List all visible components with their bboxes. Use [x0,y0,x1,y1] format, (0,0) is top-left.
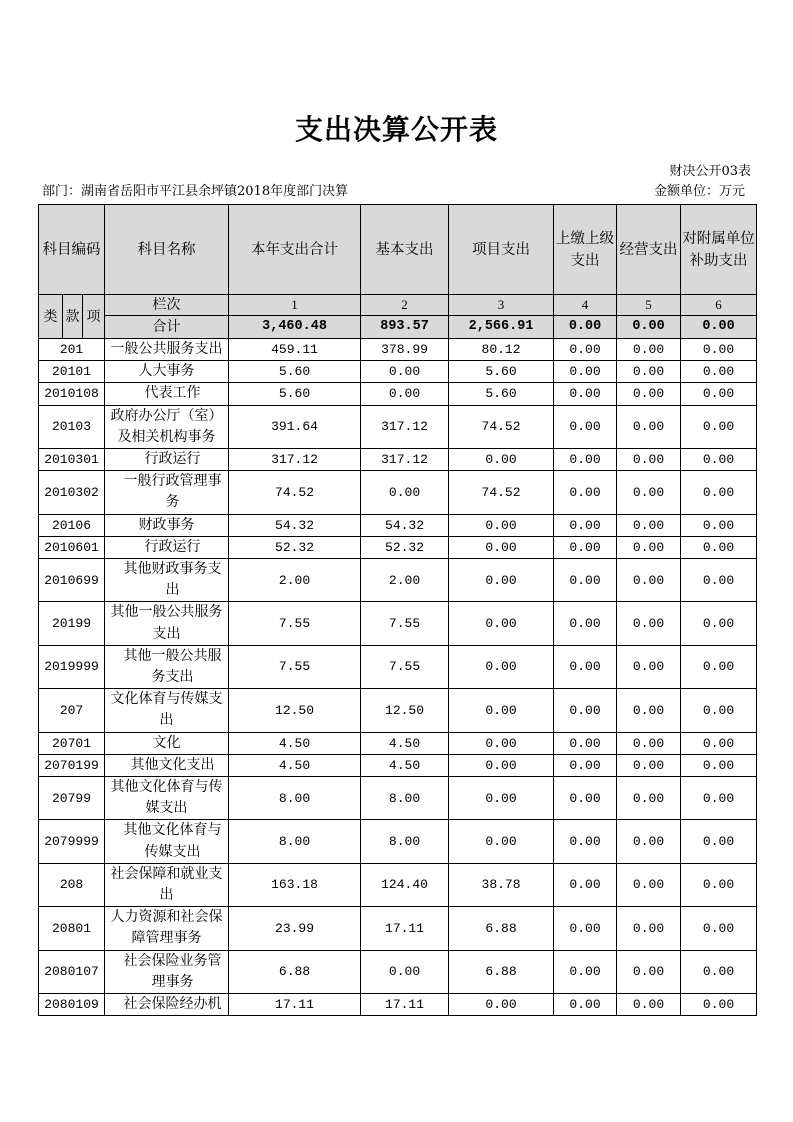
amount-project: 0.00 [449,732,554,754]
subject-name-cell [105,777,229,820]
table-row [39,820,757,863]
subject-name-cell [105,689,229,732]
header-subject-name: 科目名称 [105,205,229,295]
table-row [39,754,757,776]
table-row [39,361,757,383]
department-label: 部门：湖南省岳阳市平江县余坪镇2018年度部门决算 [42,184,349,199]
amount-remit-upper: 0.00 [554,645,617,688]
subject-name-cell [105,449,229,471]
amount-total: 317.12 [229,449,361,471]
subject-name: 行政运行 [144,451,201,468]
subject-name-cell [105,383,229,405]
expenditure-table [38,204,757,1016]
table-row [39,645,757,688]
total-row [39,316,757,339]
amount-basic: 4.50 [361,732,449,754]
amount-basic: 8.00 [361,777,449,820]
amount-project: 5.60 [449,361,554,383]
table-row [39,777,757,820]
subject-code: 2010302 [39,471,105,514]
subject-code: 208 [39,863,105,906]
amount-project: 0.00 [449,559,554,602]
amount-basic: 17.11 [361,907,449,950]
amount-remit-upper: 0.00 [554,536,617,558]
subject-code: 20103 [39,405,105,448]
table-row [39,536,757,558]
amount-total: 391.64 [229,405,361,448]
subject-name: 财政事务 [138,516,195,533]
header-operating-expenditure: 经营支出 [617,205,681,295]
subject-code: 20801 [39,907,105,950]
subject-name-cell [105,907,229,950]
subject-code: 2010601 [39,536,105,558]
amount-subsidiary-subsidy: 0.00 [681,994,757,1016]
amount-operating: 0.00 [617,820,681,863]
amount-project: 0.00 [449,689,554,732]
amount-total: 4.50 [229,754,361,776]
amount-project: 0.00 [449,645,554,688]
table-row [39,950,757,993]
amount-total: 4.50 [229,732,361,754]
amount-operating: 0.00 [617,732,681,754]
amount-basic: 0.00 [361,361,449,383]
subject-name: 其他文化支出 [130,756,215,773]
total-label: 合计 [105,316,229,339]
amount-operating: 0.00 [617,361,681,383]
subject-code: 20101 [39,361,105,383]
subject-code: 2079999 [39,820,105,863]
subject-name: 社会保险经办机 [123,996,222,1013]
amount-total: 54.32 [229,514,361,536]
subject-name-cell [105,339,229,361]
amount-project: 0.00 [449,514,554,536]
subject-code: 20106 [39,514,105,536]
subject-name-cell [105,471,229,514]
header-total-expenditure: 本年支出合计 [229,205,361,295]
amount-operating: 0.00 [617,514,681,536]
amount-project: 0.00 [449,449,554,471]
subject-name-cell [105,536,229,558]
amount-operating: 0.00 [617,559,681,602]
subject-name-cell [105,405,229,448]
amount-operating: 0.00 [617,689,681,732]
subject-code: 2010108 [39,383,105,405]
amount-subsidiary-subsidy: 0.00 [681,863,757,906]
amount-subsidiary-subsidy: 0.00 [681,559,757,602]
amount-basic: 4.50 [361,754,449,776]
amount-basic: 54.32 [361,514,449,536]
amount-remit-upper: 0.00 [554,777,617,820]
total-amount-subsidiary-subsidy: 0.00 [681,316,757,339]
table-row [39,514,757,536]
amount-basic: 317.12 [361,449,449,471]
amount-remit-upper: 0.00 [554,449,617,471]
amount-project: 0.00 [449,602,554,645]
subject-name: 文化体育与传媒支出 [110,691,223,729]
column-number: 3 [449,295,554,316]
table-row [39,383,757,405]
subject-name: 代表工作 [144,385,201,402]
amount-project: 0.00 [449,820,554,863]
amount-basic: 17.11 [361,994,449,1016]
amount-subsidiary-subsidy: 0.00 [681,645,757,688]
amount-basic: 52.32 [361,536,449,558]
amount-operating: 0.00 [617,754,681,776]
total-amount-basic: 893.57 [361,316,449,339]
amount-project: 0.00 [449,754,554,776]
amount-subsidiary-subsidy: 0.00 [681,950,757,993]
amount-subsidiary-subsidy: 0.00 [681,820,757,863]
amount-remit-upper: 0.00 [554,383,617,405]
amount-total: 12.50 [229,689,361,732]
subject-code: 2010301 [39,449,105,471]
subject-name: 社会保障和就业支出 [110,865,223,904]
table-row [39,907,757,950]
total-amount-total: 3,460.48 [229,316,361,339]
amount-basic: 12.50 [361,689,449,732]
header-remit-upper-expenditure: 上缴上级支出 [554,205,617,295]
subject-name-cell [105,559,229,602]
amount-remit-upper: 0.00 [554,559,617,602]
subject-name: 人大事务 [138,363,195,380]
page-title: 支出决算公开表 [294,113,498,146]
subject-code: 2080109 [39,994,105,1016]
amount-basic: 7.55 [361,602,449,645]
amount-subsidiary-subsidy: 0.00 [681,602,757,645]
subject-name-cell [105,863,229,906]
subject-name-cell [105,754,229,776]
table-row [39,732,757,754]
column-number: 1 [229,295,361,316]
subject-name: 其他一般公共服务支出 [110,604,223,642]
amount-subsidiary-subsidy: 0.00 [681,907,757,950]
amount-unit-label: 金额单位：万元 [653,184,745,199]
amount-total: 6.88 [229,950,361,993]
subject-code: 201 [39,339,105,361]
amount-operating: 0.00 [617,471,681,514]
subject-code: 207 [39,689,105,732]
table-body [39,339,757,1016]
amount-remit-upper: 0.00 [554,863,617,906]
amount-operating: 0.00 [617,536,681,558]
amount-remit-upper: 0.00 [554,820,617,863]
table-row [39,863,757,906]
amount-remit-upper: 0.00 [554,471,617,514]
amount-project: 38.78 [449,863,554,906]
amount-operating: 0.00 [617,863,681,906]
subject-code: 20799 [39,777,105,820]
amount-subsidiary-subsidy: 0.00 [681,732,757,754]
amount-operating: 0.00 [617,907,681,950]
subject-name-cell [105,994,229,1016]
amount-basic: 0.00 [361,383,449,405]
total-amount-operating: 0.00 [617,316,681,339]
amount-basic: 317.12 [361,405,449,448]
amount-basic: 8.00 [361,820,449,863]
amount-basic: 0.00 [361,950,449,993]
header-basic-expenditure: 基本支出 [361,205,449,295]
subject-name: 其他文化体育与传媒支出 [110,779,223,817]
amount-operating: 0.00 [617,602,681,645]
subject-name-cell [105,820,229,863]
table-row [39,405,757,448]
amount-operating: 0.00 [617,994,681,1016]
subject-name: 其他文化体育与传媒支出 [123,822,222,860]
amount-subsidiary-subsidy: 0.00 [681,471,757,514]
subject-name: 行政运行 [144,538,201,555]
amount-remit-upper: 0.00 [554,907,617,950]
amount-total: 52.32 [229,536,361,558]
amount-project: 6.88 [449,950,554,993]
subject-code: 2080107 [39,950,105,993]
table-row [39,471,757,514]
amount-basic: 378.99 [361,339,449,361]
column-number-row [39,295,757,316]
form-code: 财决公开03表 [669,164,751,179]
amount-remit-upper: 0.00 [554,514,617,536]
subject-name: 文化 [152,734,181,751]
amount-operating: 0.00 [617,339,681,361]
column-number: 5 [617,295,681,316]
total-amount-remit-upper: 0.00 [554,316,617,339]
amount-remit-upper: 0.00 [554,339,617,361]
code-part-item: 项 [83,295,105,339]
amount-basic: 0.00 [361,471,449,514]
subject-name-cell [105,732,229,754]
amount-project: 5.60 [449,383,554,405]
amount-subsidiary-subsidy: 0.00 [681,383,757,405]
amount-total: 163.18 [229,863,361,906]
table-row [39,602,757,645]
amount-total: 7.55 [229,602,361,645]
amount-remit-upper: 0.00 [554,689,617,732]
subject-name-cell [105,602,229,645]
amount-project: 0.00 [449,536,554,558]
subject-code: 2070199 [39,754,105,776]
amount-operating: 0.00 [617,383,681,405]
amount-subsidiary-subsidy: 0.00 [681,689,757,732]
amount-basic: 7.55 [361,645,449,688]
amount-remit-upper: 0.00 [554,732,617,754]
subject-name-cell [105,950,229,993]
amount-remit-upper: 0.00 [554,754,617,776]
amount-project: 0.00 [449,777,554,820]
column-number-label: 栏次 [105,295,229,316]
amount-project: 6.88 [449,907,554,950]
subject-name-cell [105,361,229,383]
subject-code: 20701 [39,732,105,754]
subject-name: 其他一般公共服务支出 [123,647,222,686]
amount-subsidiary-subsidy: 0.00 [681,339,757,361]
subject-name-cell [105,514,229,536]
amount-total: 5.60 [229,361,361,383]
amount-operating: 0.00 [617,449,681,471]
subject-name-cell [105,645,229,688]
amount-total: 23.99 [229,907,361,950]
table-row [39,339,757,361]
amount-remit-upper: 0.00 [554,994,617,1016]
amount-total: 17.11 [229,994,361,1016]
amount-total: 74.52 [229,471,361,514]
amount-subsidiary-subsidy: 0.00 [681,536,757,558]
amount-operating: 0.00 [617,645,681,688]
amount-subsidiary-subsidy: 0.00 [681,449,757,471]
table-row [39,559,757,602]
table-row [39,449,757,471]
amount-basic: 2.00 [361,559,449,602]
amount-basic: 124.40 [361,863,449,906]
subject-code: 2010699 [39,559,105,602]
subject-code: 2019999 [39,645,105,688]
header-row [39,205,757,295]
header-subject-code: 科目编码 [39,205,105,295]
amount-subsidiary-subsidy: 0.00 [681,754,757,776]
amount-project: 80.12 [449,339,554,361]
subject-name: 一般公共服务支出 [110,341,223,357]
amount-remit-upper: 0.00 [554,405,617,448]
column-number: 2 [361,295,449,316]
amount-subsidiary-subsidy: 0.00 [681,405,757,448]
subject-name: 政府办公厅（室）及相关机构事务 [110,407,223,445]
amount-operating: 0.00 [617,777,681,820]
table-row [39,689,757,732]
subject-name: 社会保险业务管理事务 [123,952,222,990]
amount-project: 74.52 [449,405,554,448]
amount-total: 8.00 [229,777,361,820]
table-row [39,994,757,1016]
amount-subsidiary-subsidy: 0.00 [681,777,757,820]
subject-code: 20199 [39,602,105,645]
amount-project: 0.00 [449,994,554,1016]
column-number: 4 [554,295,617,316]
amount-total: 5.60 [229,383,361,405]
amount-subsidiary-subsidy: 0.00 [681,361,757,383]
amount-operating: 0.00 [617,405,681,448]
amount-subsidiary-subsidy: 0.00 [681,514,757,536]
column-number: 6 [681,295,757,316]
amount-project: 74.52 [449,471,554,514]
amount-remit-upper: 0.00 [554,602,617,645]
amount-remit-upper: 0.00 [554,950,617,993]
code-part-category: 类 [39,295,63,339]
amount-total: 7.55 [229,645,361,688]
amount-remit-upper: 0.00 [554,361,617,383]
amount-total: 8.00 [229,820,361,863]
code-part-section: 款 [63,295,83,339]
header-subsidiary-subsidy-expenditure: 对附属单位补助支出 [681,205,757,295]
subject-name: 一般行政管理事务 [123,473,222,511]
subject-name: 人力资源和社会保障管理事务 [110,909,223,947]
total-amount-project: 2,566.91 [449,316,554,339]
amount-total: 2.00 [229,559,361,602]
header-project-expenditure: 项目支出 [449,205,554,295]
amount-operating: 0.00 [617,950,681,993]
subject-name: 其他财政事务支出 [123,561,222,599]
amount-total: 459.11 [229,339,361,361]
